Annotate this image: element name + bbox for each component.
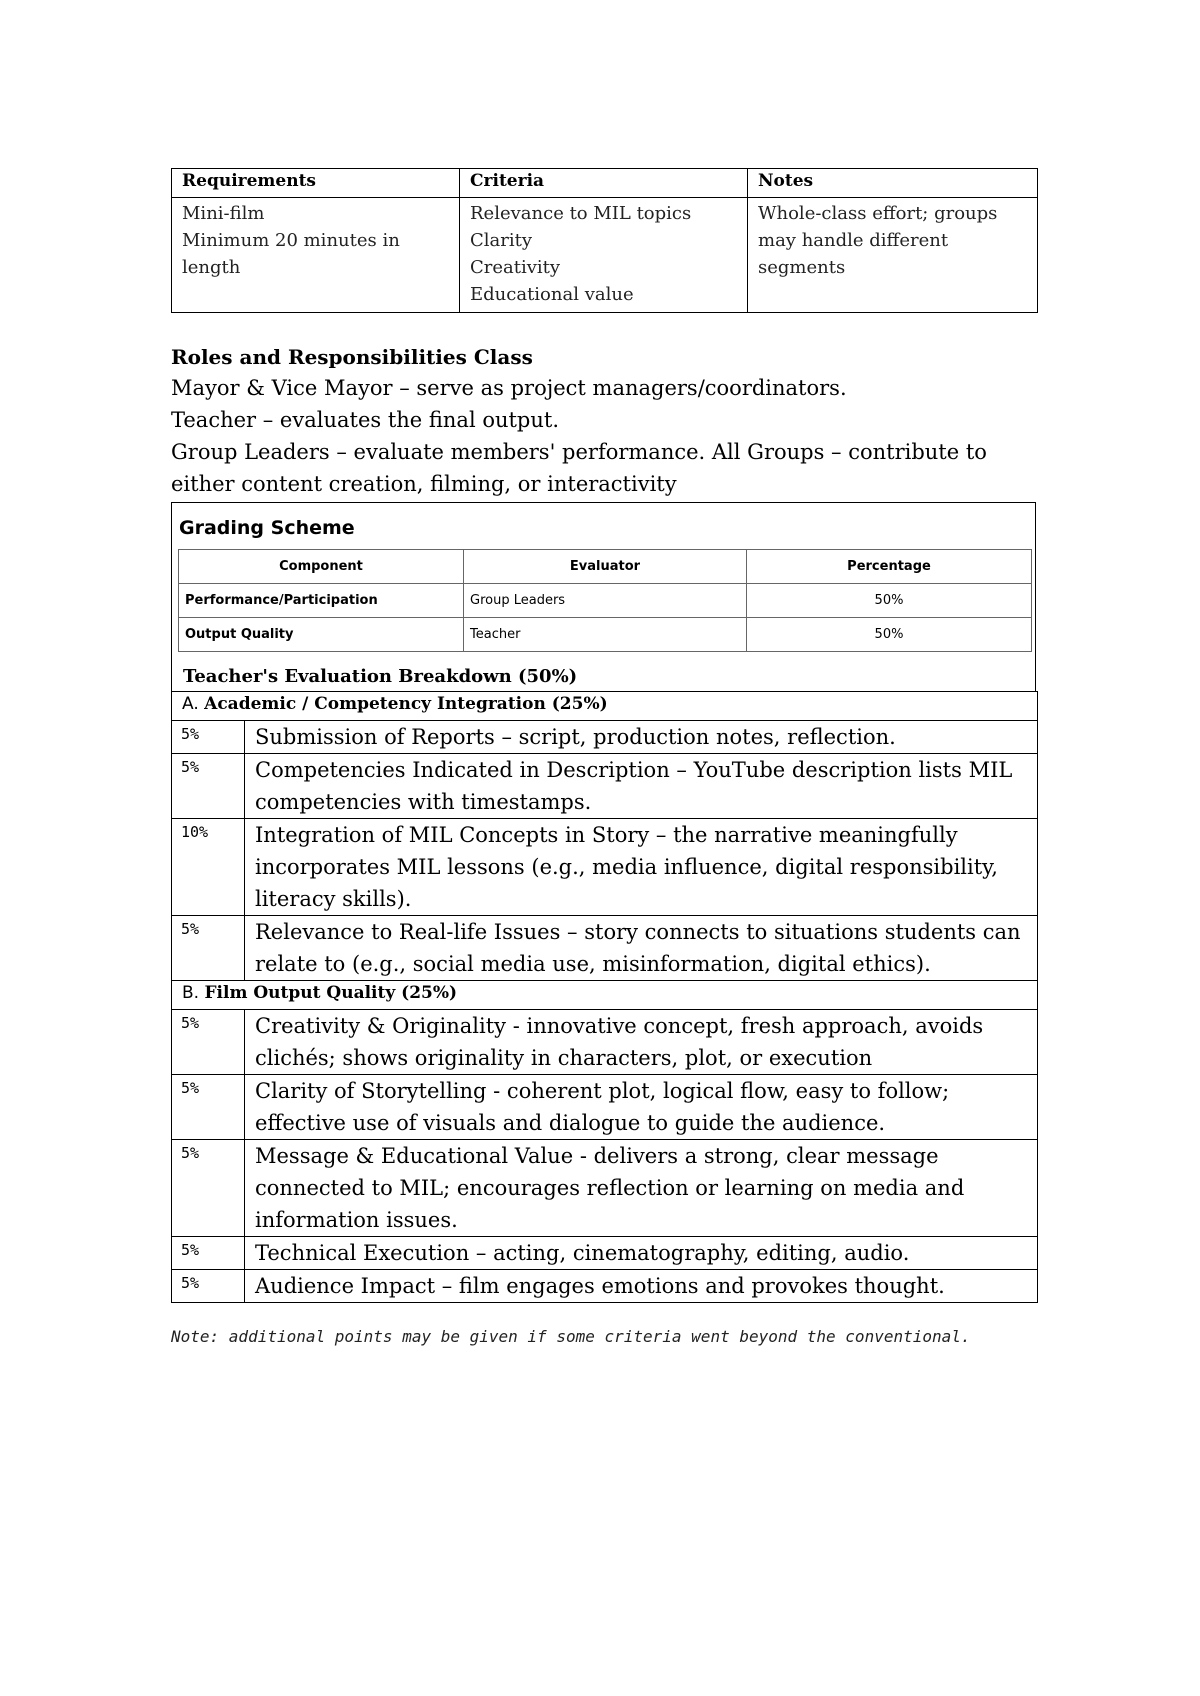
header-criteria: Criteria bbox=[460, 169, 748, 198]
requirement-line: Minimum 20 minutes in bbox=[182, 230, 400, 251]
section-a-letter: A. bbox=[182, 693, 199, 714]
grading-header-row bbox=[179, 550, 1032, 584]
breakdown-row bbox=[172, 1236, 1038, 1269]
requirements-row bbox=[172, 198, 1038, 313]
breakdown-row bbox=[172, 1074, 1038, 1139]
item-description: Message & Educational Value - delivers a strong, clear message connected to MIL; encourages reflection or learning on media and information issues. bbox=[245, 1139, 1038, 1236]
header-notes: Notes bbox=[748, 169, 1038, 198]
header-evaluator: Evaluator bbox=[464, 550, 747, 584]
header-requirements: Requirements bbox=[172, 169, 460, 198]
item-percent: 5% bbox=[172, 1009, 245, 1074]
requirements-table bbox=[171, 168, 1038, 313]
item-description: Relevance to Real-life Issues – story connects to situations students can relate to (e.g., social media use, misinformation, digital ethics). bbox=[245, 915, 1038, 980]
section-b-row bbox=[172, 980, 1038, 1009]
grading-row bbox=[179, 618, 1032, 652]
breakdown-row bbox=[172, 1009, 1038, 1074]
roles-line: Mayor & Vice Mayor – serve as project managers/coordinators. bbox=[171, 376, 847, 400]
roles-line: Group Leaders – evaluate members' performance. All Groups – contribute to bbox=[171, 440, 987, 464]
criteria-cell bbox=[460, 198, 748, 313]
breakdown-row bbox=[172, 753, 1038, 818]
component-cell: Performance/Participation bbox=[179, 584, 464, 618]
section-a-heading bbox=[172, 691, 1038, 720]
criteria-line: Clarity bbox=[470, 230, 533, 251]
notes-line: Whole-class effort; groups bbox=[758, 203, 998, 224]
breakdown-title: Teacher's Evaluation Breakdown (50%) bbox=[183, 666, 578, 687]
component-cell: Output Quality bbox=[179, 618, 464, 652]
header-component: Component bbox=[179, 550, 464, 584]
section-a-title: Academic / Competency Integration (25%) bbox=[204, 693, 608, 714]
breakdown-row bbox=[172, 915, 1038, 980]
criteria-line: Relevance to MIL topics bbox=[470, 203, 692, 224]
item-description: Creativity & Originality - innovative concept, fresh approach, avoids clichés; shows originality in characters, plot, or execution bbox=[245, 1009, 1038, 1074]
section-b-heading bbox=[172, 980, 1038, 1009]
footnote: Note: additional points may be given if some criteria went beyond the conventional. bbox=[171, 1326, 971, 1346]
grading-row bbox=[179, 584, 1032, 618]
document-page bbox=[171, 168, 1037, 1346]
header-percentage: Percentage bbox=[747, 550, 1032, 584]
item-description: Technical Execution – acting, cinematography, editing, audio. bbox=[245, 1236, 1038, 1269]
breakdown-row bbox=[172, 1269, 1038, 1302]
section-a-row bbox=[172, 691, 1038, 720]
item-percent: 5% bbox=[172, 1269, 245, 1302]
percentage-cell: 50% bbox=[747, 584, 1032, 618]
requirements-cell bbox=[172, 198, 460, 313]
breakdown-row bbox=[172, 720, 1038, 753]
item-percent: 5% bbox=[172, 720, 245, 753]
item-description: Submission of Reports – script, production notes, reflection. bbox=[245, 720, 1038, 753]
requirement-line: Mini-film bbox=[182, 203, 265, 224]
item-description: Integration of MIL Concepts in Story – the narrative meaningfully incorporates MIL lessons (e.g., media influence, digital responsibility, literacy skills). bbox=[245, 818, 1038, 915]
item-percent: 5% bbox=[172, 1139, 245, 1236]
notes-cell bbox=[748, 198, 1038, 313]
roles-section bbox=[171, 341, 1037, 500]
item-percent: 5% bbox=[172, 753, 245, 818]
notes-line: segments bbox=[758, 257, 846, 278]
breakdown-row bbox=[172, 818, 1038, 915]
evaluator-cell: Group Leaders bbox=[464, 584, 747, 618]
item-description: Audience Impact – film engages emotions and provokes thought. bbox=[245, 1269, 1038, 1302]
breakdown-row bbox=[172, 1139, 1038, 1236]
notes-line: may handle different bbox=[758, 230, 949, 251]
item-percent: 5% bbox=[172, 915, 245, 980]
section-b-letter: B. bbox=[182, 982, 200, 1003]
grading-scheme-title: Grading Scheme bbox=[179, 517, 355, 539]
criteria-line: Creativity bbox=[470, 257, 561, 278]
item-description: Competencies Indicated in Description – YouTube description lists MIL competencies with timestamps. bbox=[245, 753, 1038, 818]
breakdown-table bbox=[171, 691, 1038, 1303]
requirements-header-row bbox=[172, 169, 1038, 198]
roles-heading: Roles and Responsibilities Class bbox=[171, 345, 533, 369]
item-percent: 10% bbox=[172, 818, 245, 915]
roles-line: either content creation, filming, or interactivity bbox=[171, 472, 677, 496]
item-percent: 5% bbox=[172, 1236, 245, 1269]
percentage-cell: 50% bbox=[747, 618, 1032, 652]
item-percent: 5% bbox=[172, 1074, 245, 1139]
grading-scheme-box bbox=[171, 502, 1036, 692]
item-description: Clarity of Storytelling - coherent plot, logical flow, easy to follow; effective use of visuals and dialogue to guide the audience. bbox=[245, 1074, 1038, 1139]
section-b-title: Film Output Quality (25%) bbox=[204, 982, 458, 1003]
requirement-line: length bbox=[182, 257, 241, 278]
criteria-line: Educational value bbox=[470, 284, 634, 305]
grading-scheme-table bbox=[178, 549, 1032, 652]
roles-line: Teacher – evaluates the final output. bbox=[171, 408, 560, 432]
evaluator-cell: Teacher bbox=[464, 618, 747, 652]
